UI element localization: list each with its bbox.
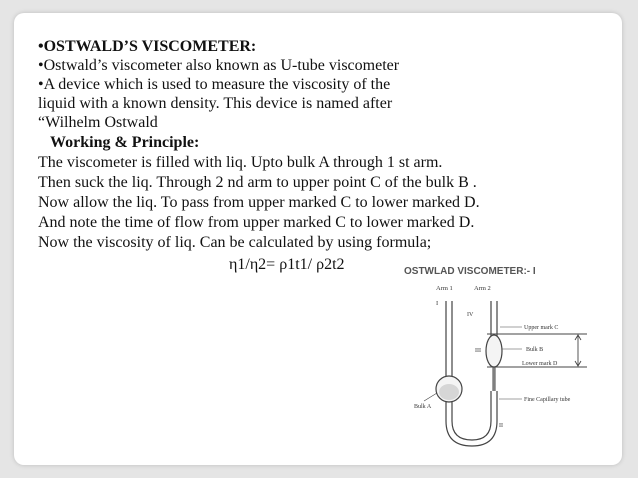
intro-line-4: “Wilhelm Ostwald — [38, 114, 158, 131]
label-bulb-a: Bulk A — [414, 404, 432, 410]
label-roman-ii: II — [499, 423, 503, 429]
intro-line-1: •Ostwald’s viscometer also known as U-tube viscometer — [38, 57, 400, 74]
arm-2-tube — [491, 301, 497, 336]
bulb-b-shape — [486, 335, 502, 367]
label-arm-1: Arm 1 — [436, 285, 453, 292]
label-bulb-b: Bulk B — [526, 347, 544, 353]
diagram-title: OSTWLAD VISCOMETER:- I — [404, 266, 536, 277]
slide-heading: •OSTWALD’S VISCOMETER: — [38, 38, 257, 55]
ostwald-viscometer-diagram — [392, 261, 592, 451]
step-line-5: Now the viscosity of liq. Can be calculated by using formula; — [38, 234, 432, 251]
step-line-1: The viscometer is filled with liq. Upto bulk A through 1 st arm. — [38, 154, 443, 171]
label-upper-mark: Upper mark C — [524, 325, 559, 331]
viscosity-formula: η1/η2= ρ1t1/ ρ2t2 — [229, 256, 345, 273]
arm-1-tube — [446, 301, 452, 378]
label-roman-iii: III — [475, 348, 481, 354]
label-roman-iv: IV — [467, 312, 474, 318]
intro-line-2: •A device which is used to measure the viscosity of the — [38, 76, 391, 93]
step-line-3: Now allow the liq. To pass from upper marked C to lower marked D. — [38, 194, 480, 211]
label-roman-i: I — [436, 300, 439, 307]
label-lower-mark: Lower mark D — [522, 361, 558, 367]
bulb-a-liquid — [439, 384, 459, 400]
step-line-4: And note the time of flow from upper marked C to lower marked D. — [38, 214, 475, 231]
label-capillary: Fine Capillary tube — [524, 397, 571, 403]
viscometer-drawing — [392, 261, 592, 451]
working-principle-subheading: Working & Principle: — [50, 134, 200, 151]
step-line-2: Then suck the liq. Through 2 nd arm to upper point C of the bulk B . — [38, 174, 477, 191]
label-arm-2: Arm 2 — [474, 285, 491, 292]
intro-line-3: liquid with a known density. This device is named after — [38, 95, 393, 112]
bulb-a-leader — [424, 393, 437, 401]
slide — [14, 13, 622, 465]
